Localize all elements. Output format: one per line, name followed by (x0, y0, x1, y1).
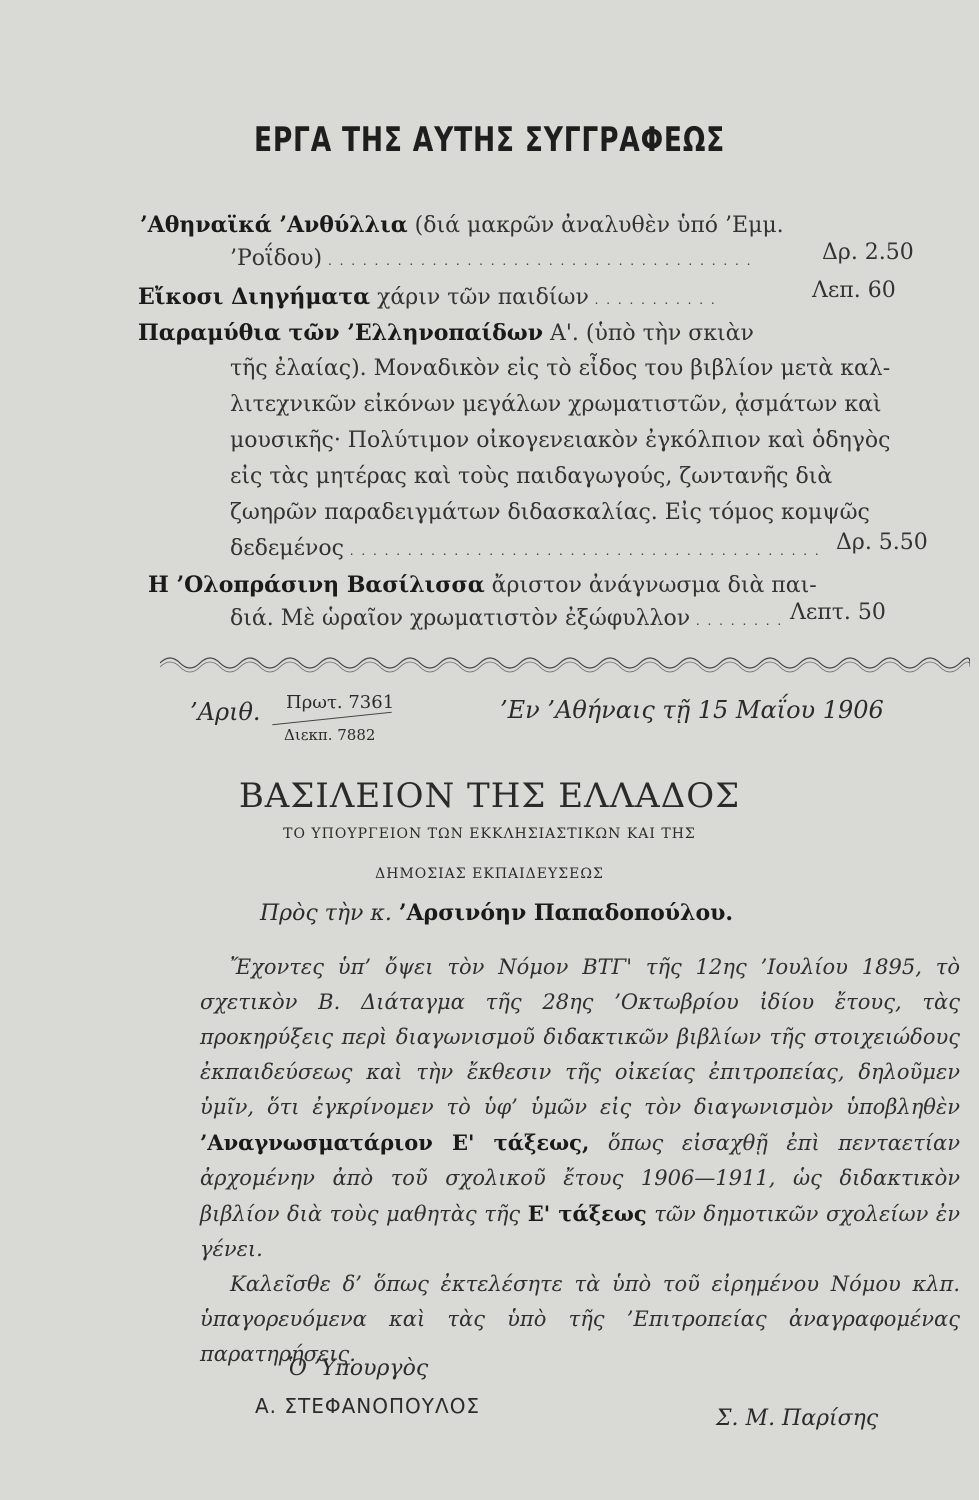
work-4-line-1 (148, 572, 817, 598)
work-2-text: χάριν τῶν παιδίων (370, 285, 589, 310)
paragraph-2: Καλεῖσθε δ’ ὅπως ἐκτελέσητε τὰ ὑπὸ τοῦ εἰρημένου Νόμου κλπ. ὑπαγορευόμενα καὶ τὰς ὑπὸ τῆς ’Επιτροπείας ἀναγραφομένας παρατηρήσεις. (200, 1272, 960, 1366)
leader-dots: . . . . . . . . . . . . . . . . . . . . . . . . . . . . . . . . . . . . . . . . . (343, 544, 821, 558)
works-heading: ΕΡΓΑ ΤΗΣ ΑΥΤΗΣ ΣΥΓΓΡΑΦΕΩΣ (253, 120, 726, 160)
work-1-line-1 (140, 212, 784, 238)
letter-date: ’Εν ’Αθήναις τῇ 15 Μαΐου 1906 (500, 696, 884, 724)
work-4-price: Λεπτ. 50 (790, 600, 886, 625)
class-name: Ε' τάξεως (527, 1201, 647, 1226)
work-3-title: Παραμύθια τῶν ’Ελληνοπαίδων (138, 320, 543, 346)
ministry-line-1: ΤΟ ΥΠΟΥΡΓΕΙΟΝ ΤΩΝ ΕΚΚΛΗΣΙΑΣΤΙΚΩΝ ΚΑΙ ΤΗΣ (283, 826, 696, 842)
kingdom-heading: ΒΑΣΙΛΕΙΟΝ ΤΗΣ ΕΛΛΑΔΟΣ (238, 776, 741, 816)
work-4-text: ἄριστον ἀνάγνωσμα διὰ παι- (484, 573, 817, 598)
paragraph-1-c: τῶν δημοτικῶν σχολείων ἐν γένει. (200, 1202, 960, 1261)
book-title: ’Αναγνωσματάριον Ε' τάξεως, (200, 1130, 590, 1155)
leader-dots: . . . . . . . . . . . . . . . . . . . . . . . . . . . . . . . . . . . . . (322, 254, 753, 268)
work-3-price: Δρ. 5.50 (836, 530, 928, 555)
secretary-name: Σ. Μ. Παρίσης (716, 1406, 879, 1431)
letter-body (200, 950, 960, 1372)
fraction-line (272, 712, 391, 726)
work-3-line-7 (230, 536, 821, 561)
work-1-text-2: ’Ροΐδου) (230, 246, 323, 271)
work-2-price: Λεπ. 60 (812, 278, 896, 303)
work-3-line-2: τῆς ἐλαίας). Μοναδικὸν εἰς τὸ εἶδος του βιβλίον μετὰ καλ- (230, 356, 891, 381)
work-3-text: Α'. (ὑπὸ τὴν σκιὰν (543, 321, 754, 346)
work-4-text-2: διά. Μὲ ὡραῖον χρωματιστὸν ἐξώφυλλον (230, 606, 691, 631)
work-4-line-2 (230, 606, 783, 631)
protocol-number: Πρωτ. 7361 (286, 692, 395, 713)
addressee-prefix: Πρὸς τὴν κ. (260, 901, 392, 926)
leader-dots: . . . . . . . . . . . (588, 293, 717, 307)
paragraph-1 (200, 950, 960, 1267)
work-1-line-2 (230, 246, 752, 271)
dispatch-number: Διεκπ. 7882 (284, 726, 376, 744)
work-2-line-1 (138, 284, 717, 310)
work-2-title: Εἴκοσι Διηγήματα (138, 284, 371, 310)
addressee-name: ’Αρσινόην Παπαδοπούλου. (398, 900, 734, 926)
minister-label: Ὁ ’Υπουργὸς (288, 1356, 429, 1381)
minister-name: Α. ΣΤΕΦΑΝΟΠΟΥΛΟΣ (255, 1394, 481, 1418)
ministry-line-2: ΔΗΜΟΣΙΑΣ ΕΚΠΑΙΔΕΥΣΕΩΣ (375, 866, 604, 882)
work-3-line-1 (138, 320, 754, 346)
work-4-title: Η ’Ολοπράσινη Βασίλισσα (148, 572, 485, 598)
paragraph-1-a: Ἔχοντες ὑπ’ ὄψει τὸν Νόμον ΒΤΓ' τῆς 12ης ’Ιουλίου 1895, τὸ σχετικὸν Β. Διάταγμα τῆς 28ης ’Οκτωβρίου ἰδίου ἔτους, τὰς προκηρύξεις περὶ διαγωνισμοῦ διδακτικῶν βιβλίων τῆς στοιχειώδους ἐκπαιδεύσεως καὶ τὴν ἔκθεσιν τῆς οἰκείας ἐπιτροπείας, δηλοῦμεν ὑμῖν, ὅτι ἐγκρίνομεν τὸ ὑφ’ ὑμῶν εἰς τὸν διαγωνισμὸν ὑποβληθὲν (200, 955, 960, 1119)
work-1-title: ’Αθηναϊκά ’Ανθύλλια (140, 212, 408, 238)
leader-dots: . . . . . . . . (690, 614, 784, 628)
work-3-line-4: μουσικῆς· Πολύτιμον οἰκογενειακὸν ἐγκόλπιον καὶ ὁδηγὸς (230, 428, 891, 453)
work-1-text: (διά μακρῶν ἀναλυθὲν ὑπό ’Εμμ. (407, 213, 784, 238)
addressee (260, 900, 733, 926)
paragraph-1-b: ὅπως εἰσαχθῇ ἐπὶ πενταετίαν ἀρχομένην ἀπὸ τοῦ σχολικοῦ ἔτους 1906—1911, ὡς διδακτικὸν βιβλίον διὰ τοὺς μαθητὰς τῆς (200, 1131, 960, 1226)
work-3-line-6: ζωηρῶν παραδειγμάτων διδασκαλίας. Εἰς τόμος κομψῶς (230, 500, 870, 525)
work-1-price: Δρ. 2.50 (822, 240, 914, 265)
wavy-divider (160, 648, 970, 678)
work-3-line-5: εἰς τὰς μητέρας καὶ τοὺς παιδαγωγούς, ζωντανῆς διὰ (230, 464, 833, 489)
work-3-line-3: λιτεχνικῶν εἰκόνων μεγάλων χρωματιστῶν, ᾀσμάτων καὶ (230, 392, 882, 417)
arith-label: ’Αριθ. (190, 698, 261, 726)
work-3-text-7: δεδεμένος (230, 536, 344, 561)
